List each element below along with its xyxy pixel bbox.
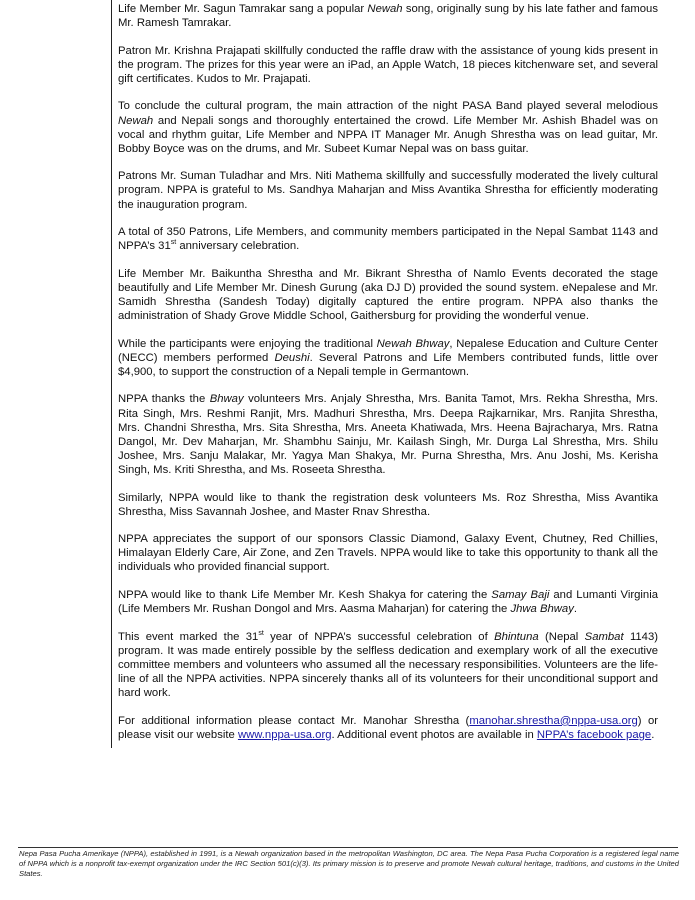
paragraph bbox=[118, 714, 658, 742]
italic-term: Sambat bbox=[584, 630, 624, 643]
text-run: . Additional event photos are available in bbox=[331, 728, 537, 741]
paragraph bbox=[118, 44, 658, 86]
text-run: . Several Patrons and Life Members contributed funds, little over $4,900, to support the construction of a Nepali temple in Germantown. bbox=[118, 351, 658, 378]
text-run: and Lumanti Virginia (Life Members Mr. Rushan Dongol and Mrs. Aasma Maharjan) for catering the bbox=[118, 589, 658, 616]
paragraph bbox=[118, 2, 658, 30]
paragraph bbox=[118, 630, 658, 700]
italic-term: Newah bbox=[118, 114, 154, 127]
italic-term: Newah bbox=[367, 3, 403, 15]
italic-term: Deushi bbox=[274, 351, 310, 364]
text-run: While the participants were enjoying the traditional bbox=[118, 337, 377, 350]
paragraph bbox=[118, 99, 658, 155]
italic-term: Bhintuna bbox=[494, 630, 539, 643]
paragraph bbox=[118, 532, 658, 574]
text-run: 1143) program. It was made entirely possible by the selfless dedication and exemplary work of all the executive committee members and volunteers who assumed all the necessary responsibilities. Volunteers are the life-line of all the NPPA activities. NPPA sincerely thanks all of its volunteers for their unconditional support and hard work. bbox=[118, 630, 658, 700]
text-run: . bbox=[573, 603, 577, 616]
italic-term: Jhwa Bhway bbox=[510, 603, 574, 616]
inline-link[interactable]: www.nppa-usa.org bbox=[237, 728, 332, 741]
text-run: song, originally sung by his late father and famous Mr. Ramesh Tamrakar. bbox=[118, 3, 658, 30]
paragraph bbox=[118, 337, 658, 379]
text-run: This event marked the 31 bbox=[118, 630, 259, 643]
paragraph bbox=[118, 169, 658, 211]
text-run: volunteers Mrs. Anjaly Shrestha, Mrs. Banita Tamot, Mrs. Rekha Shrestha, Mrs. Rita Singh, Mrs. Reshmi Ranjit, Mrs. Madhuri Shrestha, Mrs. Deepa Rajkarnikar, Mrs. Ranjita Shrestha, Mrs. Chandni Shrestha, Mrs. Sita Shrestha, Mrs. Aneeta Khatiwada, Mrs. Heena Bajracharya, Mrs. Ratna Dangol, Mr. Dev Maharjan, Mr. Shambhu Sainju, Mr. Kailash Singh, Mr. Durga Lal Shrestha, Mrs. Shilu Joshee, Mrs. Sanju Malakar, Mr. Yagya Man Shakya, Mr. Purna Shrestha, Mrs. Anu Joshi, Ms. Kerisha Singh, Ms. Kriti Shrestha, and Ms. Roseeta Shrestha. bbox=[118, 393, 658, 476]
text-run: To conclude the cultural program, the main attraction of the night PASA Band played several melodious bbox=[118, 100, 658, 113]
text-run: year of NPPA’s successful celebration of bbox=[263, 630, 495, 643]
text-run: Life Member Mr. Sagun Tamrakar sang a popular bbox=[118, 3, 368, 15]
text-run: Life Member Mr. Baikuntha Shrestha and Mr. Bikrant Shrestha of Namlo Events decorated the stage beautifully and Life Member Mr. Dinesh Gurung (aka DJ D) provided the sound system. eNepalese and Mr. Samidh Shrestha (Sandesh Today) digitally captured the entire program. NPPA also thanks the administration of Shady Grove Middle School, Gaithersburg for providing the wonderful venue. bbox=[118, 267, 658, 323]
paragraph bbox=[118, 491, 658, 519]
text-run: NPPA thanks the bbox=[118, 393, 210, 406]
footer-note: Nepa Pasa Pucha Amerikaye (NPPA), established in 1991, is a Newah organization based in the metropolitan Washington, DC area. The Nepa Pasa Pucha Corporation is a registered legal name of NPPA which is a nonprofit tax-exempt organization under the IRC Section 501(c)(3). Its primary mission is to preserve and promote Newah cultural heritage, traditions, and customs in the United States. bbox=[19, 849, 679, 878]
text-run: anniversary celebration. bbox=[176, 240, 300, 253]
text-run: For additional information please contact Mr. Manohar Shrestha ( bbox=[118, 714, 470, 727]
ordinal-suffix: st bbox=[170, 239, 177, 247]
text-run: NPPA appreciates the support of our sponsors Classic Diamond, Galaxy Event, Chutney, Red Chillies, Himalayan Elderly Care, Air Zone, and Zen Travels. NPPA would like to take this opportunity to thank all the individuals who provided financial support. bbox=[118, 533, 658, 574]
text-run: ) or please visit our website bbox=[118, 714, 658, 741]
paragraph bbox=[118, 588, 658, 616]
ordinal-suffix: st bbox=[258, 629, 264, 637]
text-run: (Nepal bbox=[538, 630, 585, 643]
text-run: NPPA would like to thank Life Member Mr. Kesh Shakya for catering the bbox=[118, 589, 492, 601]
text-run: Similarly, NPPA would like to thank the registration desk volunteers Ms. Roz Shrestha, Miss Avantika Shrestha, Miss Savannah Joshee, and Master Rnav Shrestha. bbox=[118, 491, 658, 518]
text-run: and Nepali songs and thoroughly entertained the crowd. Life Member Mr. Ashish Bhadel was on vocal and rhythm guitar, Life Member and NPPA IT Manager Mr. Anugh Shrestha was on lead guitar, Mr. Bobby Boyce was on the drums, and Mr. Subeet Kumar Nepal was on bass guitar. bbox=[118, 114, 658, 155]
inline-link[interactable]: manohar.shrestha@nppa-usa.org bbox=[469, 714, 638, 727]
text-run: , Nepalese Education and Culture Center (NECC) members performed bbox=[118, 337, 659, 364]
text-run: Patron Mr. Krishna Prajapati skillfully conducted the raffle draw with the assistance of young kids present in the program. The prizes for this year were an iPad, an Apple Watch, 18 pieces kitchenware set, and several gift certificates. Kudos to Mr. Prajapati. bbox=[118, 44, 658, 85]
text-run: A total of 350 Patrons, Life Members, and community members participated in the Nepal Sambat 1143 and NPPA’s 31 bbox=[118, 226, 658, 253]
paragraph bbox=[118, 267, 658, 323]
footer-divider bbox=[18, 847, 678, 848]
inline-link[interactable]: NPPA’s facebook page bbox=[536, 728, 652, 741]
paragraph bbox=[118, 225, 658, 253]
italic-term: Samay Baji bbox=[491, 589, 550, 601]
italic-term: Bhway bbox=[209, 393, 244, 406]
italic-term: Newah Bhway bbox=[376, 337, 450, 350]
article-body bbox=[118, 0, 658, 755]
text-run: . bbox=[651, 728, 655, 741]
text-run: Patrons Mr. Suman Tuladhar and Mrs. Niti Mathema skillfully and successfully moderated the lively cultural program. NPPA is grateful to Ms. Sandhya Maharjan and Miss Avantika Shrestha for efficiently moderating the inauguration program. bbox=[118, 170, 658, 211]
paragraph bbox=[118, 392, 658, 477]
left-margin-rule bbox=[111, 0, 112, 748]
